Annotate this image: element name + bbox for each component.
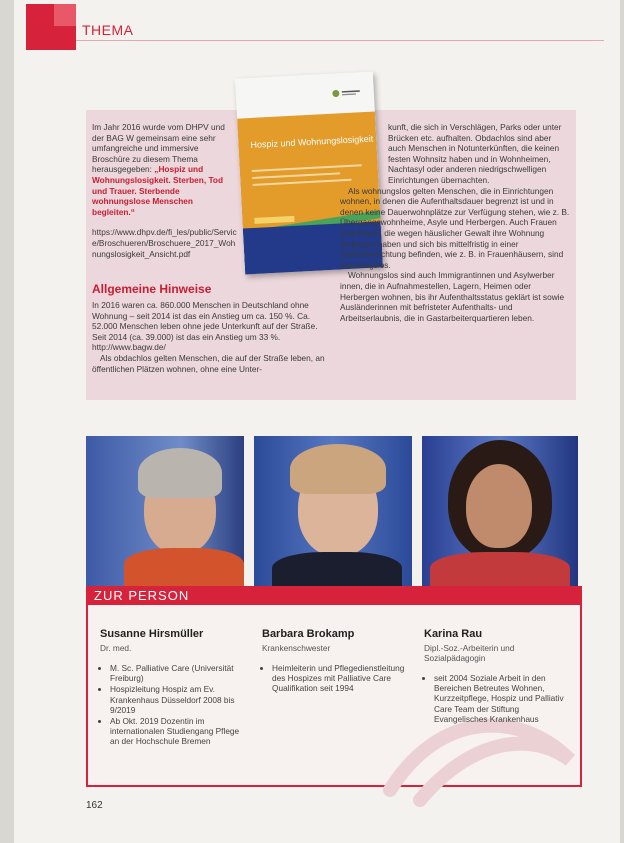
person-details [100,663,250,747]
detail-item: • Ab Okt. 2019 Dozentin im internationalen Studiengang Pflege an der Hochschule Bremen [110,716,250,747]
person-details [424,673,574,724]
intro-paragraph: Im Jahr 2016 wurde vom DHPV und der BAG W gemeinsam eine sehr umfangreiche und immersive Broschüre zu diesem Thema herausgegeben: [92,122,225,175]
page-number: 162 [86,800,103,811]
right-paragraph-2: Als wohnungslos gelten Menschen, die in Einrichtungen wohnen, in denen die Aufenthaltsdauer begrenzt ist und in denen keine Dauerwohnplätze zur Verfügung stehen, wie z. B. Übergangswohnheime, Asyle und Herbergen. Auch Frauen und Kinder, die wegen häuslicher Gewalt ihre Wohnung verlassen haben und sich bis mittelfristig in einer Schutzeinrichtung befinden, wie z. B. in Frauenhäusern, sind wohnungslos. [340,185,570,270]
header-divider [76,40,604,41]
profile-hirsmueller [100,628,250,748]
detail-item: • seit 2004 Soziale Arbeit in den Bereichen Betreutes Wohnen, Kurzzeitpflege, Hospiz und Palliativ Care Team der Stiftung Evangelisches Krankenhaus [434,673,574,724]
section-title: THEMA [82,22,134,38]
intro-text [92,122,238,259]
general-paragraph-1: In 2016 waren ca. 860.000 Menschen in Deutschland ohne Wohnung – seit 2014 ist das ein Anstieg um ca. 150 %. Ca. 52.000 Menschen leben ohne jede Unterkunft auf der Straße. Seit 2014 (ca. 39.000) ist das ein Anstieg um 33 %. http://www.bagw.de/ [92,300,318,353]
detail-item: • Hospizleitung Hospiz am Ev. Krankenhaus Düsseldorf 2008 bis 9/2019 [110,684,250,715]
intro-highlight: „Hospiz und Wohnungslosigkeit. Sterben, Tod und Trauer. Sterbende wohnungslose Menschen begleiten.“ [92,164,224,217]
detail-item: • M. Sc. Palliative Care (Universität Freiburg) [110,663,250,683]
publisher-logo-icon [332,86,363,100]
person-role: Krankenschwester [262,643,331,653]
profiles-heading: ZUR PERSON [94,588,190,603]
person-name: Karina Rau [424,628,483,640]
person-role: Dr. med. [100,643,132,653]
cross-logo-icon [54,4,76,26]
portrait-hirsmueller [86,436,244,586]
right-column-text [340,122,570,323]
profile-brokamp [262,628,412,695]
right-paragraph-3: Wohnungslos sind auch Immigrantinnen und Asylwerber innen, die in Aufnahmestellen, Lagern, Heimen oder Herbergen wohnen, bis ihr Aufenthaltsstatus geklärt ist sowie Ausländerinnen mit befristeter Aufenthalts- und Arbeitserlaubnis, die in Gastarbeiterquartieren leben. [340,270,565,323]
person-name: Susanne Hirsmüller [100,628,204,640]
general-text [92,300,332,374]
brochure-url[interactable]: https://www.dhpv.de/fi_les/public/Service/Broschueren/Broschuere_2017_Wohnungslosigkeit_Ansicht.pdf [92,227,237,259]
section-heading: Allgemeine Hinweise [92,282,212,296]
brochure-title: Hospiz und Wohnungslosigkeit [250,133,374,151]
portrait-brokamp [254,436,412,586]
person-name: Barbara Brokamp [262,628,355,640]
profile-rau [424,628,574,725]
portrait-rau [422,436,578,586]
person-details [262,663,412,694]
detail-item: • Heimleiterin und Pflegedienstleitung des Hospizes mit Palliative Care Qualifikation seit 1994 [272,663,412,694]
general-paragraph-2: Als obdachlos gelten Menschen, die auf der Straße leben, an öffentlichen Plätzen wohnen, ohne eine Unter- [92,352,325,374]
profiles-band [86,586,582,605]
person-role: Dipl.-Soz.-Arbeiterin und Sozialpädagogin [424,643,515,663]
right-paragraph-1: kunft, die sich in Verschlägen, Parks oder unter Brücken etc. aufhalten. Obdachlos sind aber auch Menschen in Notunterkünften, die keinen festen Wohnsitz haben und in Wohnheimen, Nachtasyl oder anderen niedrigschwelligen Einrichtungen übernachten. [388,122,562,185]
